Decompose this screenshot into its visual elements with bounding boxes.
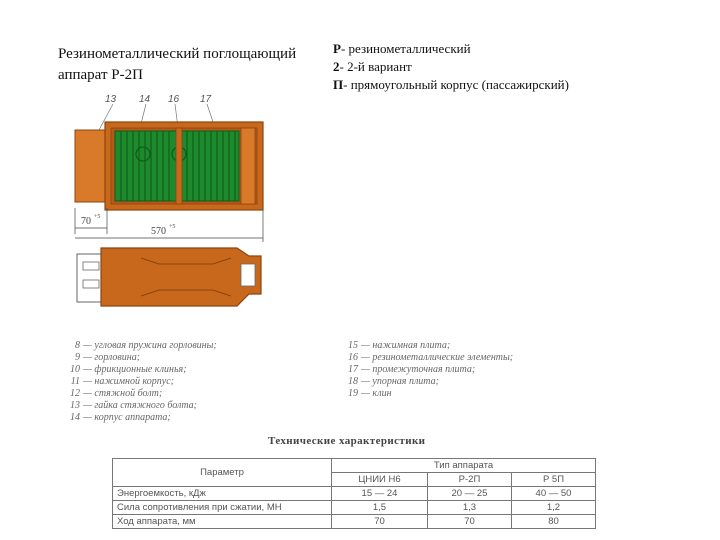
legend-key: П [333,77,344,92]
callout-item [68,376,217,388]
callout-item [68,400,217,412]
table-row [113,515,596,529]
param-name: Энергоемкость, кДж [113,487,332,501]
table-cell: 40 — 50 [511,487,595,501]
intermediate-plate [176,128,182,204]
dimension-570-tolerance: +5 [169,224,176,230]
type-column-header: ЦНИИ Н6 [332,473,428,487]
callout-text: — промежуточная плита; [361,364,476,375]
callout-number: 10 [70,364,80,375]
abbreviation-legend [333,40,569,94]
callout-item [346,376,513,388]
callout-item [346,364,513,376]
callout-text: — клин [361,388,392,399]
param-name: Сила сопротивления при сжатии, МН [113,501,332,515]
callout-number: 13 [70,400,80,411]
legend-text: - прямоугольный корпус (пассажирский) [343,77,569,92]
absorber-drawing [55,88,320,318]
dimension-70-tolerance: +5 [94,214,101,220]
table-cell: 70 [427,515,511,529]
pressure-plate [75,130,107,202]
callout-item [346,340,513,352]
table-row [113,501,596,515]
callout-text: — стяжной болт; [83,388,163,399]
type-column-header: Р-2П [427,473,511,487]
slide-title: Резинометаллический поглощающий аппарат Р-2П [58,46,297,83]
callout-number: 8 [75,340,80,351]
param-header: Параметр [113,459,332,487]
legend-key: 2 [333,59,340,74]
legend-line [333,58,569,76]
callout-text: — упорная плита; [361,376,439,387]
callout-item [68,412,217,424]
callout-number: 17 [348,364,358,375]
callout-text: — нажимной корпус; [83,376,175,387]
table-cell: 80 [511,515,595,529]
specs-table [112,458,596,529]
callout-item [346,352,513,364]
type-column-header: Р 5П [511,473,595,487]
callout-number: 19 [348,388,358,399]
dimension-70: 70 [81,216,91,227]
callout-item [68,388,217,400]
callout-number: 16 [348,352,358,363]
callout-number: 14 [70,412,80,423]
table-cell: 1,2 [511,501,595,515]
callout-item [68,352,217,364]
dimension-570: 570 [151,226,166,237]
legend-line [333,40,569,58]
part-label-14: 14 [139,94,151,105]
table-cell: 20 — 25 [427,487,511,501]
specs-title: Технические характеристики [268,435,426,447]
callout-item [68,364,217,376]
callouts-left [68,340,217,424]
table-cell: 1,5 [332,501,428,515]
callout-item [68,340,217,352]
part-label-17: 17 [200,94,212,105]
callout-number: 12 [70,388,80,399]
type-header: Тип аппарата [332,459,596,473]
legend-line [333,76,569,94]
part-label-16: 16 [168,94,180,105]
callout-item [346,388,513,400]
callout-text: — резинометаллические элементы; [361,352,514,363]
table-cell: 1,3 [427,501,511,515]
side-view [77,248,261,306]
side-housing [101,248,261,306]
callout-number: 15 [348,340,358,351]
table-header-row [113,459,596,473]
table-cell: 15 — 24 [332,487,428,501]
legend-text: - 2-й вариант [339,59,412,74]
callout-text: — горловина; [83,352,141,363]
legend-key: Р [333,41,341,56]
part-label-13: 13 [105,94,117,105]
table-cell: 70 [332,515,428,529]
callout-text: — гайка стяжного болта; [83,400,197,411]
callout-text: — угловая пружина горловины; [83,340,217,351]
callout-number: 11 [70,376,80,387]
callout-text: — нажимная плита; [361,340,451,351]
legend-text: - резинометаллический [340,41,471,56]
param-name: Ход аппарата, мм [113,515,332,529]
callouts-right [346,340,513,400]
callout-text: — корпус аппарата; [83,412,171,423]
thrust-plate [241,128,255,204]
top-view [75,122,263,210]
callout-number: 18 [348,376,358,387]
table-row [113,487,596,501]
callout-number: 9 [75,352,80,363]
callout-text: — фрикционные клинья; [83,364,187,375]
